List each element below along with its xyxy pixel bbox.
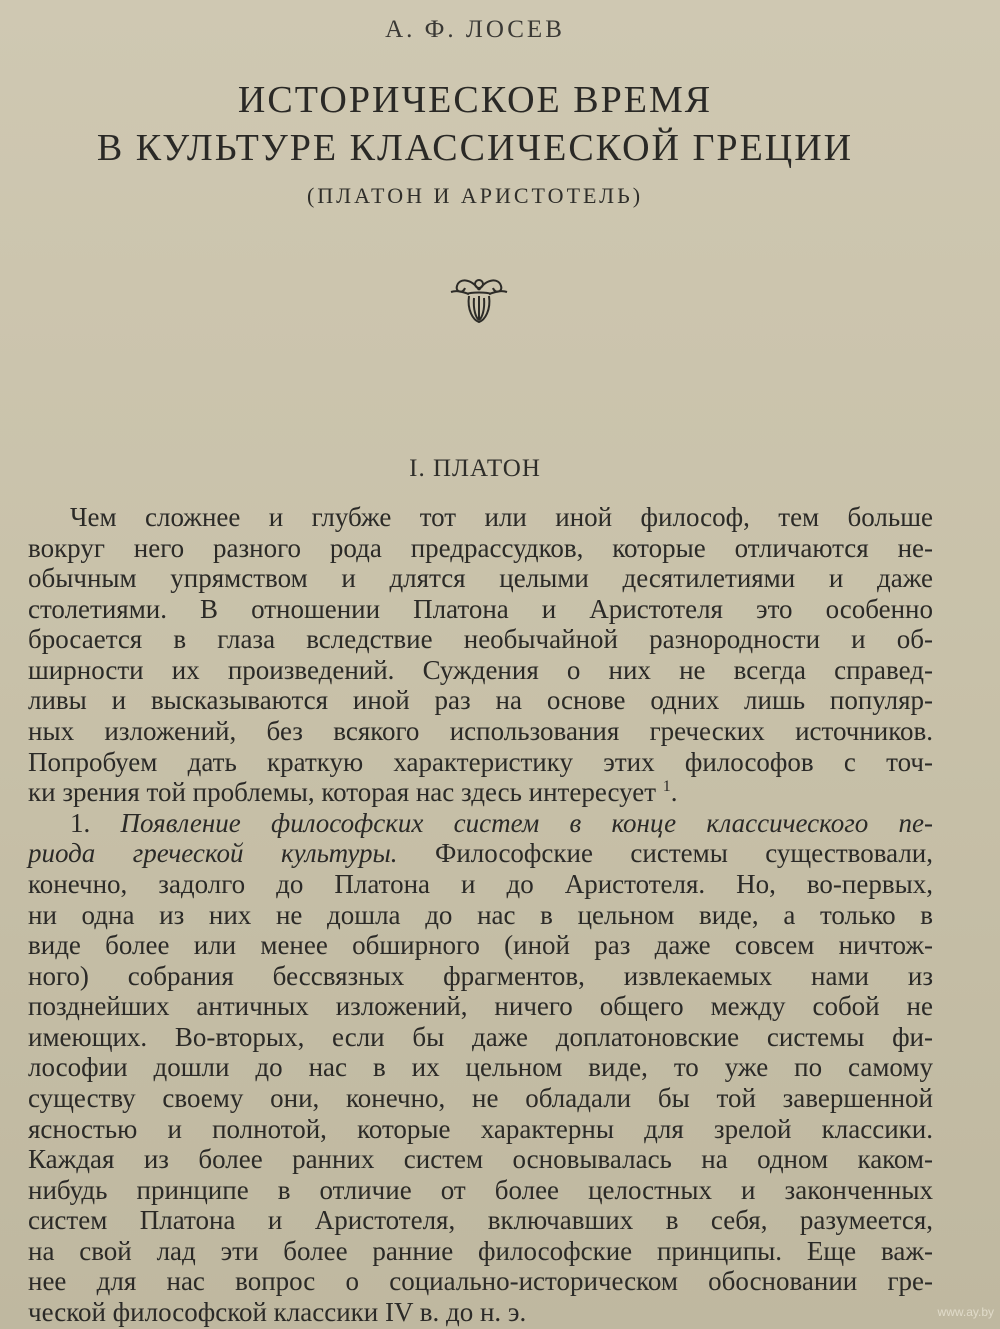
text-line: нее для нас вопрос о социально-историческом обосновании гре- bbox=[28, 1266, 933, 1296]
subtitle: (ПЛАТОН И АРИСТОТЕЛЬ) bbox=[306, 183, 644, 208]
text-line: ширности их произведений. Суждения о них не всегда справед- bbox=[28, 655, 933, 685]
text-line: ческой философской классики IV в. до н. э. bbox=[28, 1297, 527, 1327]
title-line-1: ИСТОРИЧЕСКОЕ ВРЕМЯ bbox=[237, 79, 713, 121]
text-line: существу своему они, конечно, не обладали бы той завершенной bbox=[28, 1083, 933, 1113]
text-line: вокруг него разного рода предрассудков, которые отличаются не- bbox=[28, 533, 933, 563]
author-name: А. Ф. ЛОСЕВ bbox=[385, 16, 565, 43]
text-line: Каждая из более ранних систем основывалась на одном каком- bbox=[28, 1144, 933, 1174]
text-line: имеющих. Во-вторых, если бы даже доплатоновские системы фи- bbox=[28, 1022, 933, 1052]
text-line: ного) собрания бессвязных фрагментов, извлекаемых нами из bbox=[28, 961, 933, 991]
text-line: обычным упрямством и длятся целыми десятилетиями и даже bbox=[28, 563, 933, 593]
body-text bbox=[28, 0, 933, 1329]
title-line-2: В КУЛЬТУРЕ КЛАССИЧЕСКОЙ ГРЕЦИИ bbox=[96, 127, 854, 169]
text-line: столетиями. В отношении Платона и Аристотеля это особенно bbox=[28, 594, 933, 624]
text-line: виде более или менее обширного (иной раз даже совсем ничтож- bbox=[28, 930, 933, 960]
text-line: Чем сложнее и глубже тот или иной философ, тем больше bbox=[70, 502, 933, 532]
italic-heading: риода греческой культуры. bbox=[28, 838, 398, 868]
text-line bbox=[28, 807, 933, 840]
section-heading: I. ПЛАТОН bbox=[409, 455, 541, 482]
text-line: ясностью и полнотой, которые характерны для зрелой классики. bbox=[28, 1114, 933, 1144]
text-line bbox=[28, 776, 933, 809]
text-line: бросается в глаза вследствие необычайной разнородности и об- bbox=[28, 624, 933, 654]
text-fragment: Философские системы существовали, bbox=[397, 838, 934, 868]
text-line: на свой лад эти более ранние философские принципы. Еще важ- bbox=[28, 1236, 933, 1266]
text-line: нибудь принципе в отличие от более целостных и законченных bbox=[28, 1175, 933, 1205]
text-fragment: . bbox=[670, 777, 678, 807]
text-line: ни одна из них не дошла до нас в цельном виде, а только в bbox=[28, 900, 933, 930]
footnote-marker[interactable]: 1 bbox=[662, 778, 671, 795]
text-line: лософии дошли до нас в их цельном виде, то уже по самому bbox=[28, 1052, 933, 1082]
text-line: конечно, задолго до Платона и до Аристотеля. Но, во-первых, bbox=[28, 869, 933, 899]
watermark: www.ay.by bbox=[937, 1305, 994, 1319]
text-line: ливы и высказываются иной раз на основе одних лишь популяр- bbox=[28, 685, 933, 715]
text-line: систем Платона и Аристотеля, включавших в себя, разумеется, bbox=[28, 1205, 933, 1235]
text-line: позднейших античных изложений, ничего общего между собой не bbox=[28, 991, 933, 1021]
item-number: 1. bbox=[70, 808, 91, 838]
text-fragment: ки зрения той проблемы, которая нас здесь интересует bbox=[28, 777, 657, 807]
text-line: Попробуем дать краткую характеристику этих философов с точ- bbox=[28, 747, 933, 777]
italic-heading: Появление философских систем в конце классического пе- bbox=[120, 808, 934, 838]
text-line bbox=[28, 837, 933, 870]
text-line: ных изложений, без всякого использования греческих источников. bbox=[28, 716, 933, 746]
